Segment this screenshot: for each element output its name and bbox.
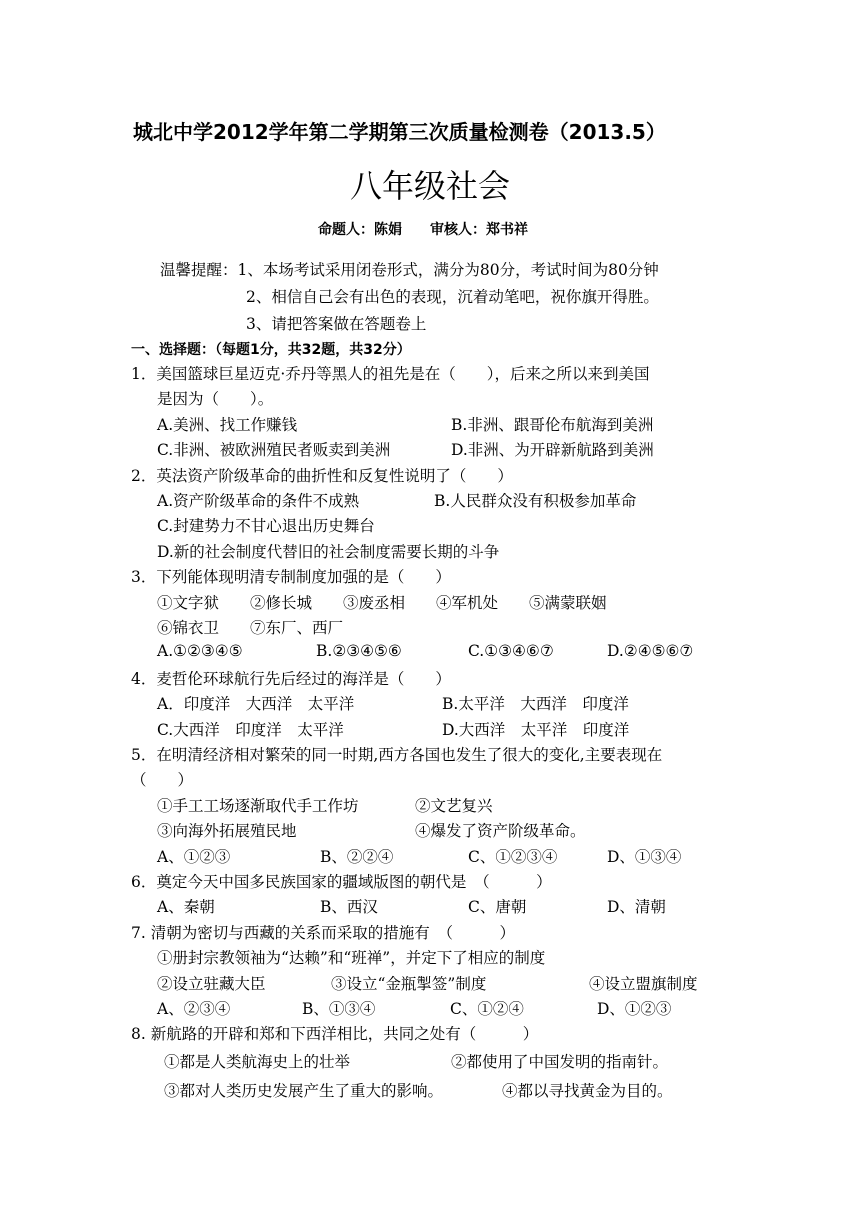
question-5-option-a: A、①②③ <box>157 848 231 866</box>
reminder-line-1: 温馨提醒：1、本场考试采用闭卷形式，满分为80分，考试时间为80分钟 <box>160 261 659 279</box>
question-5-option-c: C、①②③④ <box>468 848 558 866</box>
question-1-option-a: A.美洲、找工作赚钱 <box>157 416 298 434</box>
question-7-option-d: D、①②③ <box>597 1000 672 1018</box>
question-5-stem-cont: （ ） <box>131 771 194 789</box>
question-7-option-a: A、②③④ <box>157 1000 231 1018</box>
question-8-item-4: ④都以寻找黄金为目的。 <box>502 1082 673 1100</box>
question-1-option-b: B.非洲、跟哥伦布航海到美洲 <box>451 416 654 434</box>
question-4-option-a: A．印度洋 大西洋 太平洋 <box>157 695 355 713</box>
question-2-option-c: C.封建势力不甘心退出历史舞台 <box>157 517 375 535</box>
question-5-item-2: ②文艺复兴 <box>415 797 493 815</box>
question-8-item-2: ②都使用了中国发明的指南针。 <box>451 1053 669 1071</box>
question-3-option-d: D.②④⑤⑥⑦ <box>607 642 694 660</box>
question-2-option-a: A.资产阶级革命的条件不成熟 <box>157 492 360 510</box>
question-7-option-c: C、①②④ <box>450 1000 524 1018</box>
section-heading: 一、选择题：（每题1分，共32题，共32分） <box>131 342 411 358</box>
question-4-option-c: C.大西洋 印度洋 太平洋 <box>157 721 344 739</box>
question-3-option-c: C.①③④⑥⑦ <box>468 642 554 660</box>
question-7-item-3: ③设立“金瓶掣签”制度 <box>331 975 487 993</box>
question-1-option-d: D.非洲、为开辟新航路到美洲 <box>451 441 654 459</box>
question-1-option-c: C.非洲、被欧洲殖民者贩卖到美洲 <box>157 441 391 459</box>
question-2-option-b: B.人民群众没有积极参加革命 <box>434 492 637 510</box>
question-6-option-d: D、清朝 <box>607 898 666 916</box>
question-3-items-1: ①文字狱 ②修长城 ③废丞相 ④军机处 ⑤满蒙联姻 <box>157 594 607 612</box>
question-3-stem: 3．下列能体现明清专制制度加强的是（ ） <box>131 568 451 586</box>
question-5-item-4: ④爆发了资产阶级革命。 <box>415 822 586 840</box>
reminder-line-3: 3、请把答案做在答题卷上 <box>246 315 427 333</box>
reminder-line-2: 2、相信自己会有出色的表现，沉着动笔吧，祝你旗开得胜。 <box>246 288 659 306</box>
question-3-option-a: A.①②③④⑤ <box>157 642 243 660</box>
question-7-item-1: ①册封宗教领袖为“达赖”和“班禅”，并定下了相应的制度 <box>157 949 546 967</box>
question-7-option-b: B、①③④ <box>302 1000 376 1018</box>
question-2-stem: 2．英法资产阶级革命的曲折性和反复性说明了（ ） <box>131 467 513 485</box>
question-4-option-d: D.大西洋 太平洋 印度洋 <box>442 721 630 739</box>
question-3-items-2: ⑥锦衣卫 ⑦东厂、西厂 <box>157 619 344 637</box>
question-8-stem: 8. 新航路的开辟和郑和下西洋相比，共同之处有（ ） <box>131 1025 539 1043</box>
authors-line: 命题人：陈娟 审核人：郑书祥 <box>318 222 528 238</box>
question-5-option-b: B、②②④ <box>320 848 394 866</box>
subject-title: 八年级社会 <box>350 167 511 205</box>
question-5-item-1: ①手工工场逐渐取代手工作坊 <box>157 797 359 815</box>
question-6-option-a: A、秦朝 <box>157 898 215 916</box>
question-4-stem: 4．麦哲伦环球航行先后经过的海洋是（ ） <box>131 670 451 688</box>
question-1-stem-cont: 是因为（ ）。 <box>157 390 274 408</box>
question-6-stem: 6．奠定今天中国多民族国家的疆域版图的朝代是 （ ） <box>131 873 552 891</box>
question-7-item-2: ②设立驻藏大臣 <box>157 975 266 993</box>
question-7-stem: 7. 清朝为密切与西藏的关系而采取的措施有 （ ） <box>131 924 515 942</box>
question-8-item-3: ③都对人类历史发展产生了重大的影响。 <box>164 1082 444 1100</box>
question-5-stem: 5．在明清经济相对繁荣的同一时期,西方各国也发生了很大的变化,主要表现在 <box>131 746 663 764</box>
question-6-option-b: B、西汉 <box>320 898 378 916</box>
question-5-item-3: ③向海外拓展殖民地 <box>157 822 297 840</box>
question-1-stem: 1．美国篮球巨星迈克·乔丹等黑人的祖先是在（ ），后来之所以来到美国 <box>131 365 650 383</box>
question-7-item-4: ④设立盟旗制度 <box>589 975 698 993</box>
question-6-option-c: C、唐朝 <box>468 898 527 916</box>
question-4-option-b: B.太平洋 大西洋 印度洋 <box>442 695 629 713</box>
exam-title: 城北中学2012学年第二学期第三次质量检测卷（2013.5） <box>133 120 666 144</box>
question-3-option-b: B.②③④⑤⑥ <box>316 642 402 660</box>
question-2-option-d: D.新的社会制度代替旧的社会制度需要长期的斗争 <box>157 543 500 561</box>
question-5-option-d: D、①③④ <box>607 848 682 866</box>
question-8-item-1: ①都是人类航海史上的壮举 <box>164 1053 351 1071</box>
